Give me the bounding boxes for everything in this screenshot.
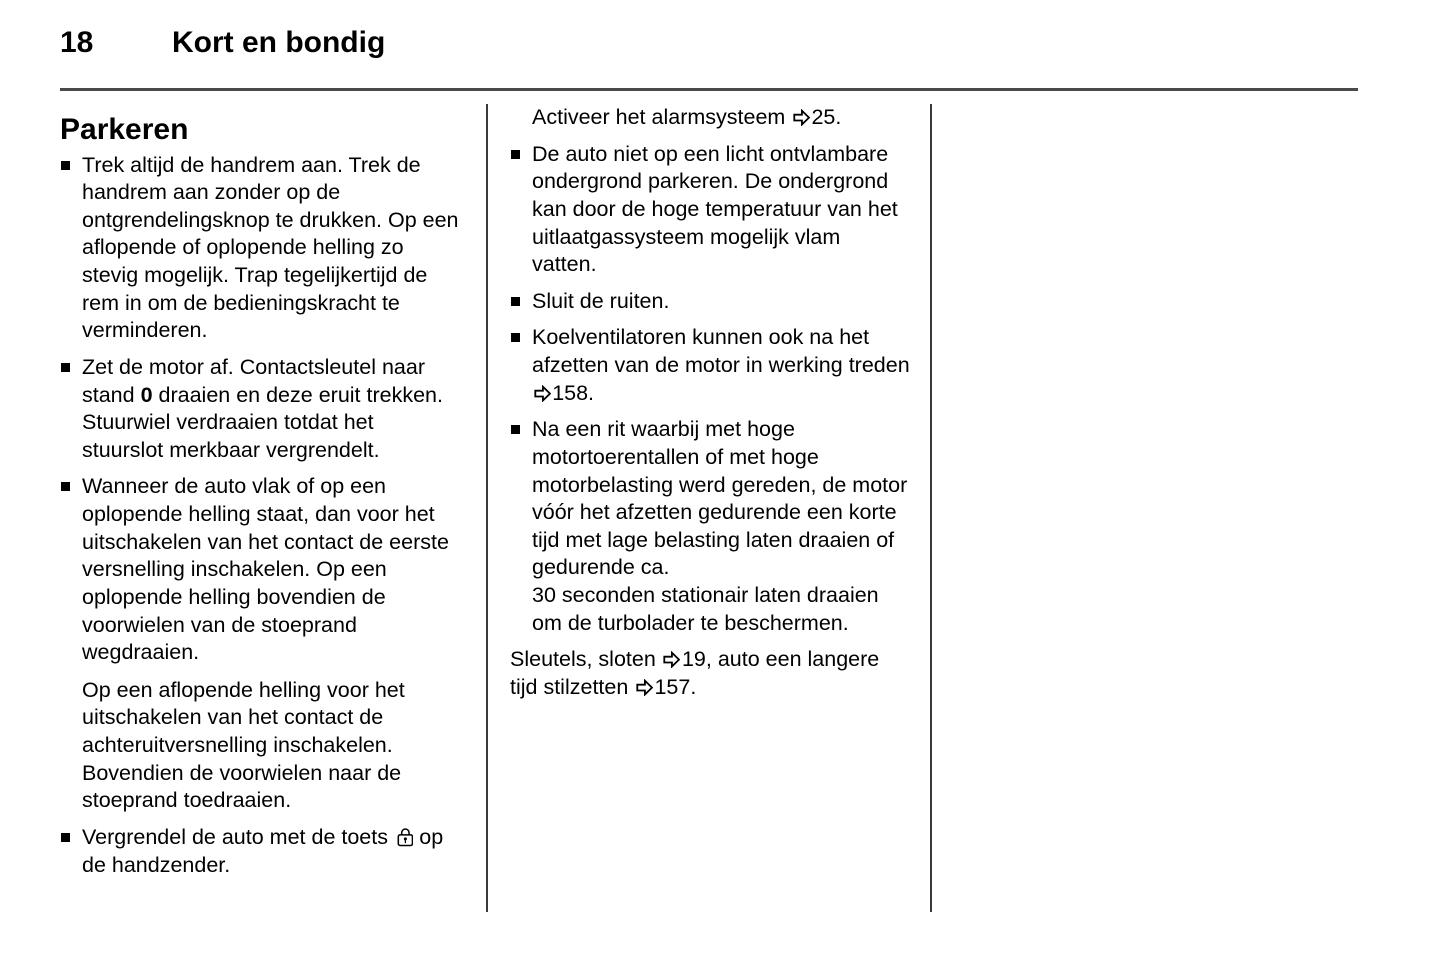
closing-text-part1: Sleutels, sloten (510, 647, 662, 672)
section-heading-parkeren: Parkeren (60, 113, 189, 146)
list-item (510, 141, 910, 279)
list-item-text: Trek altijd de handrem aan. Trek de handrem aan zonder op de ontgrendelingsknop te drukken. Op een aflopende of oplopende helling zo stevig mogelijk. Trap tegelijkertijd de rem in om de bedieningskracht te verminderen. (82, 152, 459, 343)
lock-icon (397, 828, 414, 846)
square-bullet-icon (511, 297, 520, 306)
square-bullet-icon (61, 482, 70, 491)
list-item-text-before: Koelventilatoren kunnen ook na het afzetten van de motor in werking treden (532, 325, 910, 377)
list-item (510, 288, 910, 316)
xref-arrow-icon (793, 109, 810, 126)
page-reference: 19, (681, 647, 712, 672)
closing-text-part2: auto een langere tijd stilzetten (510, 647, 880, 699)
column-divider-right (930, 104, 932, 912)
list-item-text-before: Zet de motor af. Contactsleutel naar stand (82, 354, 425, 407)
page-header (0, 0, 1445, 92)
closing-cross-reference-paragraph (510, 646, 910, 701)
list-item-text-before: Vergrendel de auto met de toets (82, 824, 394, 849)
list-item (60, 473, 460, 815)
page-reference: 158. (552, 380, 595, 405)
header-divider-rule (60, 88, 1358, 91)
square-bullet-icon (61, 161, 70, 170)
page-number: 18 (60, 26, 94, 59)
content-column-middle (510, 104, 910, 711)
list-item-text-after: draaien en deze eruit trekken. Stuurwiel verdraaien totdat het stuurslot merkbaar vergrendelt. (82, 382, 443, 462)
square-bullet-icon (61, 363, 70, 372)
content-column-left (60, 104, 460, 888)
square-bullet-icon (511, 425, 520, 434)
list-item-text: De auto niet op een licht ontvlambare ondergrond parkeren. De ondergrond kan door de hoge temperatuur van het uitlaatgassysteem mogelijk vlam vatten. (532, 141, 898, 277)
column-divider-left (486, 104, 488, 912)
list-item-text-after: op de handzender. (82, 824, 444, 877)
list-item (60, 152, 460, 345)
ignition-position-value: 0 (140, 382, 153, 407)
xref-arrow-icon (534, 385, 551, 402)
list-item (60, 824, 460, 879)
list-item (60, 354, 460, 465)
xref-arrow-icon (636, 679, 653, 696)
list-item-text: Sluit de ruiten. (532, 288, 670, 313)
xref-arrow-icon (663, 651, 680, 668)
bullet-list-middle (510, 141, 910, 638)
bullet-list-left (60, 152, 460, 880)
square-bullet-icon (511, 333, 520, 342)
list-item (510, 324, 910, 407)
list-item (510, 416, 910, 637)
continued-bullet-line (510, 104, 910, 132)
page-reference: 157. (654, 674, 697, 699)
square-bullet-icon (511, 150, 520, 159)
list-item-sub-paragraph: Op een aflopende helling voor het uitschakelen van het contact de achteruitversnelling inschakelen. Bovendien de voorwielen naar de stoeprand toedraaien. (82, 677, 405, 813)
chapter-title: Kort en bondig (172, 26, 386, 59)
square-bullet-icon (61, 833, 70, 842)
page-reference: 25. (811, 105, 842, 129)
list-item-text: Wanneer de auto vlak of op een oplopende helling staat, dan voor het uitschakelen van het contact de eerste versnelling inschakelen. Op een oplopende helling bovendien de voorwielen van de stoeprand wegdraaien. (82, 474, 449, 665)
continued-bullet-text: Activeer het alarmsysteem (532, 105, 792, 129)
list-item-text-line2: 30 seconden stationair laten draaien om de turbolader te beschermen. (532, 583, 879, 635)
list-item-text: Na een rit waarbij met hoge motortoerentallen of met hoge motorbelasting werd gereden, de motor vóór het afzetten gedurende een korte tijd met lage belasting laten draaien of gedurende ca. (532, 417, 908, 580)
